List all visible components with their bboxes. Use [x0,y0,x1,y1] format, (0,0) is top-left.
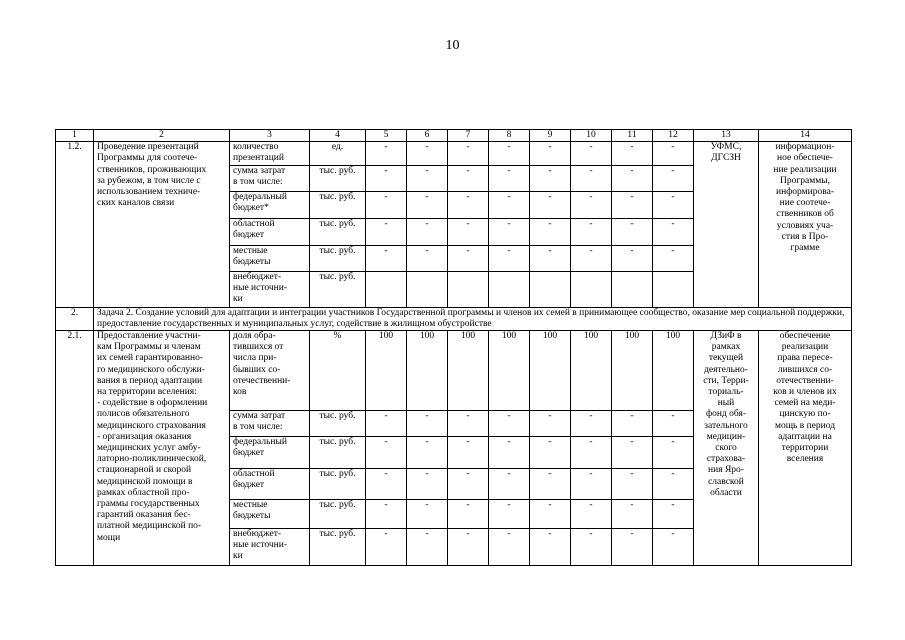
unit: тыс. руб. [310,500,366,529]
year-value [571,271,612,307]
unit: ед. [310,142,366,165]
year-value: - [530,529,571,566]
activity-description: Проведение презентаций Программы для соотече- ственников, проживающих за рубежом, в том числе с использованием техниче- ских каналов связи [94,142,230,307]
column-header: 1 [56,130,94,142]
year-value: - [571,411,612,437]
year-value: - [653,411,694,437]
year-value: - [571,165,612,191]
year-value: - [407,411,448,437]
year-value: - [407,165,448,191]
column-header: 4 [310,130,366,142]
activity-description: Предоставление участни- кам Программы и членам их семей гарантированно- го медицинского обслужи- вания в период адаптации на территории вселения: - содействие в оформлении полисов обязательного медицинского страхования - организация оказания медицинских услуг амбу- латорно-поликлинической, стационарной и скорой медицинской помощи в рамках областной про- граммы государственных гарантий оказания бес- платной медицинской по- мощи [94,331,230,566]
year-value [448,271,489,307]
unit: тыс. руб. [310,165,366,191]
column-header: 9 [530,130,571,142]
year-value: - [612,411,653,437]
year-value: - [489,191,530,218]
year-value: - [612,142,653,165]
year-value: - [407,500,448,529]
year-value: 100 [366,331,407,411]
indicator-name: областной бюджет [230,469,310,500]
year-value: - [448,411,489,437]
year-value: 100 [653,331,694,411]
year-value: 100 [489,331,530,411]
year-value: - [530,218,571,245]
executor: ДЗиФ в рамках текущей деятельно- сти, Терри- ториаль- ный фонд обя- зательного медицин- ского страхова- ния Яро- славской области [694,331,759,566]
year-value: - [489,529,530,566]
column-header: 8 [489,130,530,142]
year-value [407,271,448,307]
year-value: - [489,245,530,271]
year-value: - [653,500,694,529]
column-header: 6 [407,130,448,142]
year-value: - [448,245,489,271]
column-header: 2 [94,130,230,142]
year-value: - [612,245,653,271]
year-value: - [612,218,653,245]
unit: тыс. руб. [310,411,366,437]
task-row [56,307,852,330]
year-value [530,271,571,307]
year-value: - [653,529,694,566]
year-value [612,271,653,307]
year-value: - [530,165,571,191]
year-value: - [366,218,407,245]
year-value: - [448,500,489,529]
unit: тыс. руб. [310,191,366,218]
year-value: 100 [612,331,653,411]
year-value: - [612,191,653,218]
year-value: - [366,142,407,165]
year-value: 100 [407,331,448,411]
indicator-name: федеральный бюджет* [230,191,310,218]
year-value: - [489,165,530,191]
unit: тыс. руб. [310,271,366,307]
year-value: - [448,218,489,245]
year-value: - [366,500,407,529]
year-value: - [448,437,489,469]
year-value: - [366,245,407,271]
column-header: 12 [653,130,694,142]
year-value: - [653,142,694,165]
year-value: - [653,165,694,191]
year-value: - [407,142,448,165]
header-row [56,130,852,142]
year-value: - [653,191,694,218]
year-value: - [366,469,407,500]
row-number: 2.1. [56,331,94,566]
column-header: 13 [694,130,759,142]
indicator-name: доля обра- тившихся от числа при- бывших со- отечественни- ков [230,331,310,411]
task-number: 2. [56,307,94,330]
unit: тыс. руб. [310,529,366,566]
year-value: - [530,191,571,218]
indicator-name: количество презентаций [230,142,310,165]
year-value: - [571,218,612,245]
year-value: - [653,218,694,245]
indicator-name: внебюджет- ные источни- ки [230,271,310,307]
task-description: Задача 2. Создание условий для адаптации и интеграции участников Государственной программы и членов их семей в принимающее сообщество, оказание мер социальной поддержки, предоставление государственных и муниципальных услуг, содействие в жилищном обустройстве [94,307,852,330]
unit: тыс. руб. [310,245,366,271]
year-value: - [530,245,571,271]
program-table [55,129,852,566]
column-header: 3 [230,130,310,142]
year-value: - [407,218,448,245]
row-number: 1.2. [56,142,94,307]
year-value: - [448,191,489,218]
column-header: 7 [448,130,489,142]
year-value: - [489,500,530,529]
year-value: - [571,437,612,469]
year-value: 100 [571,331,612,411]
year-value: - [571,191,612,218]
year-value: - [407,437,448,469]
year-value: - [530,142,571,165]
year-value: - [612,165,653,191]
year-value: - [366,411,407,437]
year-value: - [448,469,489,500]
year-value: - [612,529,653,566]
year-value: - [530,437,571,469]
column-header: 10 [571,130,612,142]
year-value: - [530,469,571,500]
indicator-name: сумма затрат в том числе: [230,165,310,191]
expected-result: информацион- ное обеспече- ние реализации Программы, информирова- ние соотече- ственников об условиях уча- стия в Про- грамме [759,142,852,307]
unit: тыс. руб. [310,218,366,245]
year-value: - [530,411,571,437]
year-value: - [407,191,448,218]
year-value [489,271,530,307]
year-value: - [571,500,612,529]
indicator-name: местные бюджеты [230,500,310,529]
year-value [653,271,694,307]
column-header: 5 [366,130,407,142]
year-value: - [407,529,448,566]
year-value: - [448,142,489,165]
year-value: - [407,469,448,500]
unit: % [310,331,366,411]
year-value: - [571,245,612,271]
expected-result: обеспечение реализации права пересе- лившихся со- отечественни- ков и членов их семей на меди- цинскую по- мощь в период адаптации на территории вселения [759,331,852,566]
year-value: - [530,500,571,529]
year-value: - [653,437,694,469]
year-value: - [489,218,530,245]
table-row [56,142,852,165]
unit: тыс. руб. [310,469,366,500]
year-value: - [612,437,653,469]
year-value: - [571,469,612,500]
year-value: - [366,165,407,191]
year-value: - [448,165,489,191]
year-value: - [653,469,694,500]
executor: УФМС, ДГСЗН [694,142,759,307]
year-value: - [571,142,612,165]
column-header: 11 [612,130,653,142]
year-value: - [612,500,653,529]
year-value: - [448,529,489,566]
year-value: - [366,191,407,218]
indicator-name: внебюджет- ные источни- ки [230,529,310,566]
year-value: - [489,142,530,165]
year-value: 100 [448,331,489,411]
table-row [56,331,852,411]
indicator-name: федеральный бюджет [230,437,310,469]
year-value: - [489,469,530,500]
indicator-name: местные бюджеты [230,245,310,271]
year-value: - [489,437,530,469]
year-value: - [407,245,448,271]
year-value: - [489,411,530,437]
year-value: - [366,529,407,566]
indicator-name: сумма затрат в том числе: [230,411,310,437]
page-number: 10 [445,38,460,53]
year-value: - [366,437,407,469]
year-value [366,271,407,307]
unit: тыс. руб. [310,437,366,469]
indicator-name: областной бюджет [230,218,310,245]
year-value: 100 [530,331,571,411]
column-header: 14 [759,130,852,142]
year-value: - [653,245,694,271]
year-value: - [571,529,612,566]
year-value: - [612,469,653,500]
